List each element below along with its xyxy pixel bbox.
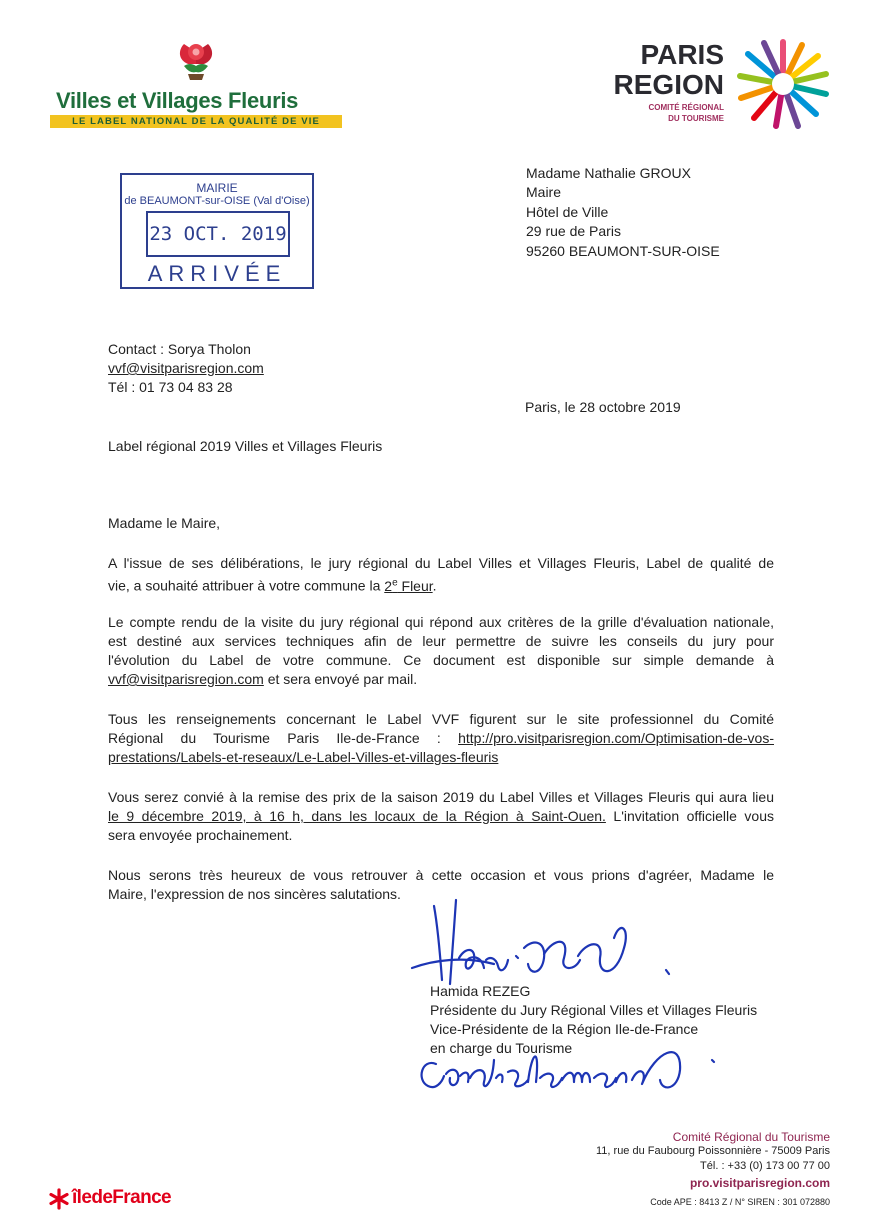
- footer-phone: Tél. : +33 (0) 173 00 77 00: [700, 1160, 830, 1172]
- letter-date: Paris, le 28 octobre 2019: [525, 399, 681, 415]
- paragraph-award-line2: [108, 573, 774, 596]
- signatory-role3: en charge du Tourisme: [430, 1040, 573, 1056]
- recipient-street: 29 rue de Paris: [526, 223, 621, 239]
- award-word: Fleur: [397, 577, 433, 594]
- award-intro: vie, a souhaité attribuer à votre commune la: [108, 577, 385, 594]
- recipient-name: Madame Nathalie GROUX: [526, 165, 691, 181]
- stamp-mairie: MAIRIE: [196, 181, 238, 195]
- footer-website-link[interactable]: pro.visitparisregion.com: [689, 1176, 830, 1190]
- recipient-building: Hôtel de Ville: [526, 204, 609, 220]
- paragraph-report-line3: l'évolution du Label de votre commune. Ce document est disponible sur simple demande à: [108, 652, 774, 668]
- salutation: Madame le Maire,: [108, 515, 221, 531]
- ceremony-event-details: le 9 décembre 2019, à 16 h, dans les locaux de la Région à Saint-Ouen.: [108, 808, 606, 824]
- award-period: .: [432, 577, 437, 594]
- paragraph-ceremony-line3: sera envoyée prochainement.: [108, 827, 293, 843]
- arrival-stamp: [120, 173, 314, 289]
- award-number: 2: [384, 577, 393, 594]
- ceremony-invitation-note: L'invitation officielle vous: [605, 808, 775, 824]
- ile-de-france-star-icon: [48, 1188, 70, 1210]
- report-email-link[interactable]: vvf@visitparisregion.com: [108, 671, 264, 687]
- paris-region-rays-icon: [736, 38, 830, 130]
- handwritten-mention-cordialement: [412, 1030, 727, 1102]
- contact-email-link[interactable]: vvf@visitparisregion.com: [108, 360, 264, 376]
- website-url-link-part2[interactable]: prestations/Labels-et-reseaux/Le-Label-Villes-et-villages-fleuris: [108, 749, 499, 765]
- stamp-arrivee: ARRIVÉE: [147, 261, 287, 286]
- paris-region-logo-line1: PARIS: [640, 39, 724, 70]
- paragraph-website-line2: [108, 729, 774, 748]
- recipient-title: Maire: [526, 184, 562, 200]
- paragraph-closing-line1: Nous serons très heureux de vous retrouver à cette occasion et vous prions d'agréer, Madame le: [108, 867, 774, 883]
- paragraph-website: [108, 710, 774, 767]
- paris-region-logo-sub2: DU TOURISME: [668, 114, 724, 123]
- signatory-role1: Présidente du Jury Régional Villes et Villages Fleuris: [430, 1002, 758, 1018]
- report-email-tail: et sera envoyé par mail.: [263, 671, 418, 687]
- contact-phone: Tél : 01 73 04 83 28: [108, 379, 233, 395]
- contact-name: Contact : Sorya Tholon: [108, 341, 251, 357]
- award-ordinal: e: [392, 577, 398, 588]
- award-flower-count: [384, 578, 432, 594]
- handwritten-signature: [404, 898, 679, 993]
- paragraph-award-line1: A l'issue de ses délibérations, le jury régional du Label Villes et Villages Fleuris, Label de qualité de: [108, 555, 774, 571]
- footer-registration-code: Code APE : 8413 Z / N° SIREN : 301 072880: [650, 1197, 830, 1207]
- vvf-flower-logo: [172, 40, 220, 82]
- paragraph-ceremony-line1: Vous serez convié à la remise des prix de la saison 2019 du Label Villes et Villages Fleuris qui aura lieu: [108, 789, 774, 805]
- paragraph-website-line3: [108, 748, 774, 767]
- paragraph-report-line2: est destiné aux services techniques afin de leur permettre de suivre les conseils du jury pour: [108, 633, 774, 649]
- paragraph-closing-line2: Maire, l'expression de nos sincères salutations.: [108, 886, 401, 902]
- signatory-name: Hamida REZEG: [430, 983, 531, 999]
- paragraph-ceremony-line2: [108, 807, 774, 826]
- paris-region-logo-sub1: COMITÉ RÉGIONAL: [648, 103, 724, 112]
- paragraph-report: [108, 613, 774, 689]
- vvf-logo-tagline: LE LABEL NATIONAL DE LA QUALITÉ DE VIE: [50, 115, 342, 128]
- paragraph-report-line4: [108, 670, 774, 689]
- stamp-town: de BEAUMONT-sur-OISE (Val d'Oise): [124, 195, 310, 207]
- footer-address: 11, rue du Faubourg Poissonnière - 75009 Paris: [596, 1145, 830, 1157]
- vvf-logo-title: Villes et Villages Fleuris: [56, 88, 299, 113]
- letter-subject: Label régional 2019 Villes et Villages Fleuris: [108, 438, 383, 454]
- paragraph-report-line1: Le compte rendu de la visite du jury régional qui répond aux critères de la grille d'évaluation nationale,: [108, 614, 774, 630]
- paragraph-award: [108, 554, 774, 596]
- stamp-date: 23 OCT. 2019: [146, 211, 290, 257]
- signatory-role2: Vice-Présidente de la Région Ile-de-France: [430, 1021, 699, 1037]
- website-url-link-part1[interactable]: http://pro.visitparisregion.com/Optimisation-de-vos-: [458, 730, 774, 746]
- ile-de-france-logo: îledeFrance: [72, 1187, 172, 1208]
- website-intro: Régional du Tourisme Paris Ile-de-France :: [108, 730, 459, 746]
- paragraph-website-line1: Tous les renseignements concernant le Label VVF figurent sur le site professionnel du Comité: [108, 711, 774, 727]
- paris-region-logo-line2: REGION: [613, 69, 724, 100]
- footer-organization: Comité Régional du Tourisme: [672, 1130, 830, 1144]
- recipient-city: 95260 BEAUMONT-SUR-OISE: [526, 243, 720, 259]
- paragraph-ceremony: [108, 788, 774, 845]
